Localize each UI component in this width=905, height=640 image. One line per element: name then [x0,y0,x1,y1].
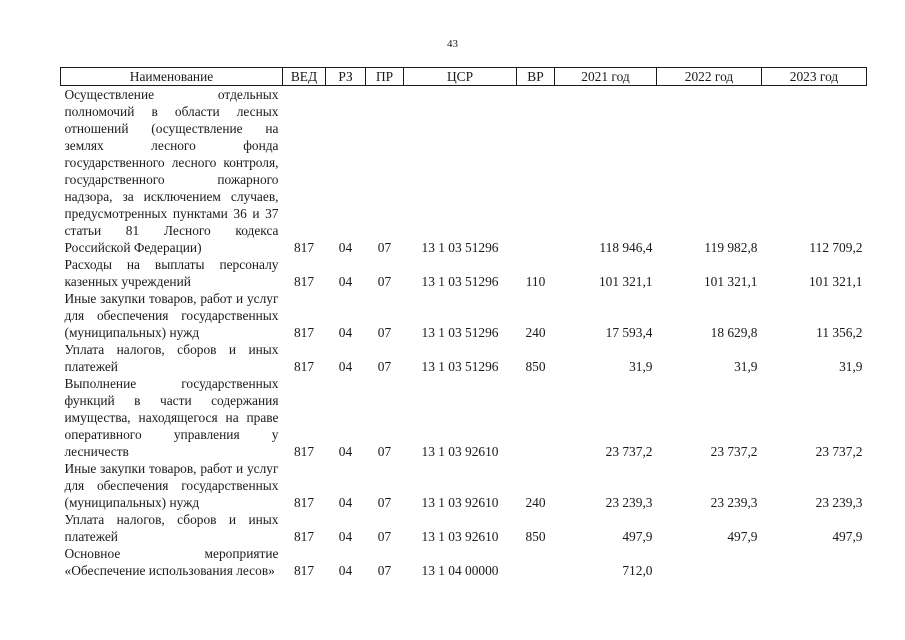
header-2021: 2021 год [555,68,657,86]
table-row [61,256,867,290]
cell-ved: 817 [293,444,315,459]
cell-name: Выполнение государственных функций в части содержания имущества, находящегося на праве оперативного управления у лесничеств [64,376,279,459]
cell-name: Уплата налогов, сборов и иных платежей [64,512,279,544]
cell-csr: 13 1 03 51296 [421,274,499,289]
cell-2022: 119 982,8 [704,240,758,255]
cell-2021: 118 946,4 [599,240,653,255]
cell-rz: 04 [338,325,353,340]
page-number: 43 [447,38,458,50]
cell-2023 [762,545,867,579]
cell-2021: 31,9 [629,359,653,374]
cell-ved: 817 [293,274,315,289]
table-row [61,375,867,460]
cell-vr: 850 [525,359,546,374]
table-row [61,290,867,341]
cell-pr: 07 [377,495,392,510]
cell-name: Осуществление отдельных полномочий в области лесных отношений (осуществление на землях лесного фонда государственного лесного контроля, государственного пожарного надзора, за исключением случаев, предусмотренных пунктами 36 и 37 статьи 81 Лесного кодекса Российской Федерации) [64,87,279,255]
cell-2021: 23 737,2 [605,444,653,459]
cell-csr: 13 1 03 51296 [421,240,499,255]
cell-name: Иные закупки товаров, работ и услуг для обеспечения государственных (муниципальных) нужд [64,291,279,340]
cell-csr: 13 1 03 92610 [421,495,499,510]
cell-csr: 13 1 03 51296 [421,359,499,374]
cell-pr: 07 [377,325,392,340]
cell-2021: 101 321,1 [598,274,653,289]
header-2023: 2023 год [762,68,867,86]
cell-2023: 497,9 [832,529,863,544]
table-body [61,86,867,580]
header-pr: ПР [366,68,404,86]
cell-2022: 23 239,3 [710,495,758,510]
cell-csr: 13 1 03 92610 [421,529,499,544]
cell-2022: 497,9 [727,529,758,544]
cell-2022: 23 737,2 [710,444,758,459]
cell-2023: 11 356,2 [816,325,863,340]
cell-pr: 07 [377,359,392,374]
cell-ved: 817 [293,359,315,374]
cell-2021: 712,0 [622,563,653,578]
cell-csr: 13 1 03 92610 [421,444,499,459]
table-row [61,545,867,579]
header-name: Наименование [61,68,283,86]
table-row [61,86,867,257]
cell-pr: 07 [377,529,392,544]
cell-vr: 850 [525,529,546,544]
table-row [61,460,867,511]
cell-ved: 817 [293,529,315,544]
table-row [61,511,867,545]
cell-2021: 23 239,3 [605,495,653,510]
cell-rz: 04 [338,563,353,578]
cell-2022 [657,545,762,579]
cell-2023: 23 239,3 [815,495,863,510]
header-ved: ВЕД [283,68,326,86]
cell-2023: 31,9 [839,359,863,374]
cell-pr: 07 [377,444,392,459]
budget-table [60,67,867,579]
header-vr: ВР [517,68,555,86]
cell-name: Иные закупки товаров, работ и услуг для обеспечения государственных (муниципальных) нужд [64,461,279,510]
cell-rz: 04 [338,274,353,289]
header-2022: 2022 год [657,68,762,86]
cell-ved: 817 [293,495,315,510]
table-header-row [61,68,867,86]
cell-name: Уплата налогов, сборов и иных платежей [64,342,279,374]
cell-rz: 04 [338,359,353,374]
cell-2023: 101 321,1 [808,274,863,289]
cell-pr: 07 [377,563,392,578]
cell-vr [517,375,555,460]
cell-rz: 04 [338,240,353,255]
table-row [61,341,867,375]
cell-rz: 04 [338,444,353,459]
header-csr: ЦСР [404,68,517,86]
cell-2022: 18 629,8 [710,325,758,340]
cell-pr: 07 [377,274,392,289]
cell-2022: 31,9 [734,359,758,374]
cell-name: Основное мероприятие «Обеспечение использования лесов» [64,546,279,578]
cell-vr: 240 [525,325,546,340]
cell-rz: 04 [338,495,353,510]
cell-2023: 23 737,2 [815,444,863,459]
cell-2022: 101 321,1 [703,274,758,289]
header-rz: РЗ [326,68,366,86]
cell-2021: 497,9 [622,529,653,544]
cell-pr: 07 [377,240,392,255]
cell-vr: 110 [525,274,546,289]
cell-name: Расходы на выплаты персоналу казенных учреждений [64,257,279,289]
cell-2023: 112 709,2 [809,240,863,255]
cell-ved: 817 [293,240,315,255]
cell-vr [517,545,555,579]
cell-2021: 17 593,4 [605,325,653,340]
cell-csr: 13 1 04 00000 [421,563,499,578]
cell-ved: 817 [293,563,315,578]
cell-csr: 13 1 03 51296 [421,325,499,340]
cell-vr [517,86,555,257]
cell-rz: 04 [338,529,353,544]
cell-vr: 240 [525,495,546,510]
cell-ved: 817 [293,325,315,340]
